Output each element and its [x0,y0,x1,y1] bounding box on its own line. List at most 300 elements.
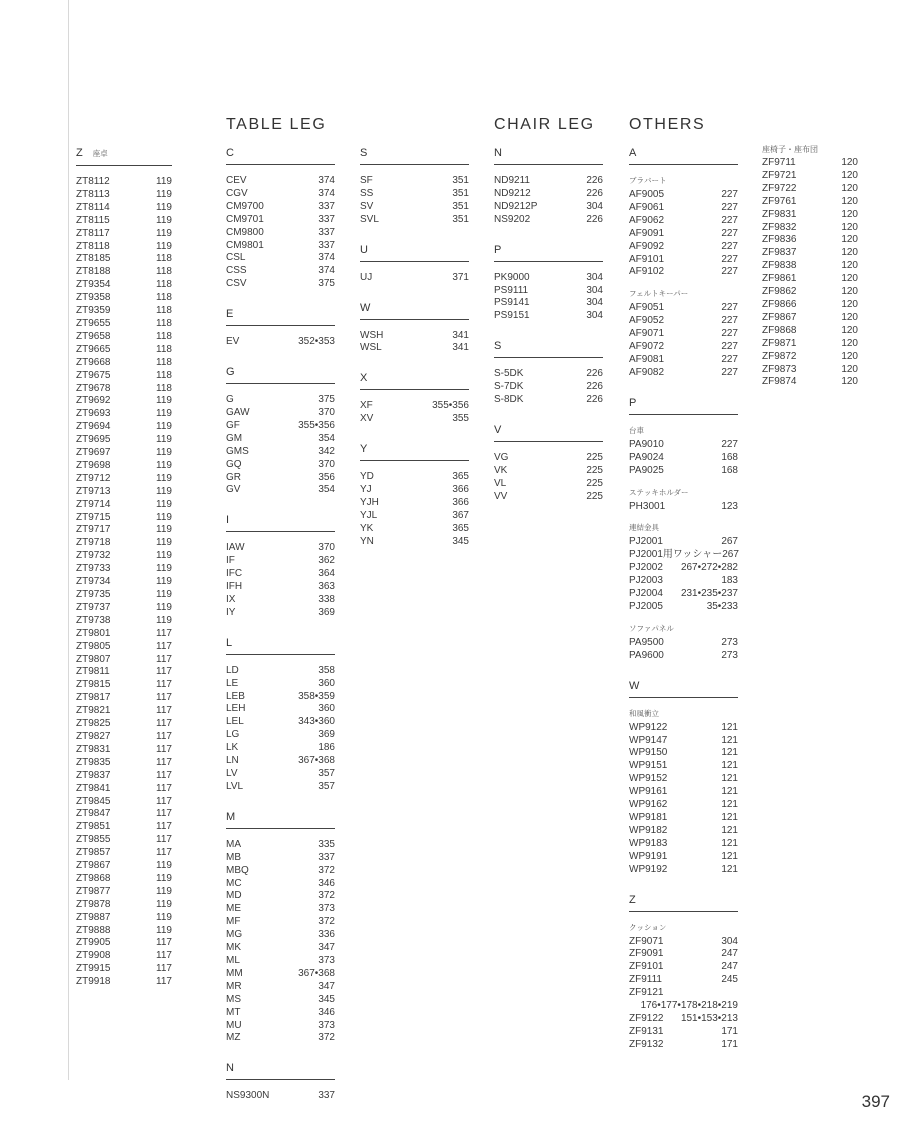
section-letter [629,146,738,165]
index-row [629,650,738,663]
page-refs: 364 [318,568,335,580]
index-section [360,371,469,426]
item-code: SVL [360,213,379,225]
index-row [494,368,603,381]
item-code: AF9071 [629,328,665,340]
index-row [629,825,738,838]
index-row [629,465,738,478]
page-refs: 117 [156,937,172,949]
item-code: LVL [226,780,244,792]
page-refs: 347 [318,942,335,954]
item-code: ZT9851 [76,821,111,833]
index-row [494,478,603,491]
page-refs: 118 [156,305,172,317]
page-refs: 365 [452,471,469,483]
item-code: ZF9131 [629,1025,664,1037]
item-code: ZT8118 [76,240,110,252]
item-code: ZT9733 [76,563,111,575]
item-code: GM [226,432,243,444]
index-row [226,607,335,620]
item-code: ND9212P [494,200,538,212]
item-code: ZF9721 [762,169,797,181]
index-row [629,189,738,202]
item-code: AF9062 [629,214,665,226]
index-row [226,420,335,433]
index-row [360,484,469,497]
section-letter [226,146,335,165]
page-refs: 375 [318,278,335,290]
page-refs: 337 [318,200,335,212]
page-refs: 225 [586,477,603,489]
index-row [76,370,172,383]
page-refs: 226 [586,368,603,380]
index-row [762,157,858,170]
page-refs: 121 [721,721,738,733]
item-code: PJ2002 [629,562,663,574]
index-row [762,234,858,247]
page-refs: 118 [156,317,172,329]
index-row [629,799,738,812]
section-letter [226,1061,335,1080]
page-refs: 345 [452,535,469,547]
page-refs: 304 [586,200,603,212]
page-refs: 367•368 [298,755,335,767]
index-row [76,331,172,344]
page-refs: 120 [841,247,858,259]
index-section [494,146,603,227]
index-row [629,354,738,367]
item-code: ZT9713 [76,485,111,497]
page-refs: 119 [156,563,172,575]
page-refs: 227 [721,366,738,378]
page-refs: 120 [841,350,858,362]
item-code: CSV [226,278,247,290]
item-code: WP9182 [629,824,668,836]
item-code: ZT9887 [76,911,111,923]
index-column-zataku [76,146,172,1005]
item-code: MBQ [226,864,249,876]
page-refs: 119 [156,421,172,433]
item-code: ZT9835 [76,756,111,768]
page-refs: 227 [721,189,738,200]
page-refs: 118 [156,356,172,368]
item-code: ZF9831 [762,208,797,220]
index-row [226,1020,335,1033]
index-row [494,452,603,465]
index-row [76,950,172,963]
item-code: XF [360,400,373,412]
page-refs: 357 [318,780,335,792]
page-refs: 186 [318,742,335,754]
page-refs: 120 [841,169,858,181]
page-refs: 342 [318,445,335,457]
index-row [226,201,335,214]
page-refs: 304 [586,284,603,296]
page-refs: 227 [721,341,738,353]
item-code: CM9801 [226,239,264,251]
page-refs: 120 [841,208,858,220]
index-row [76,395,172,408]
item-code: VK [494,464,508,476]
item-code: ZT9868 [76,872,111,884]
page-refs: 121 [721,824,738,836]
index-section [360,243,469,285]
heading-table-leg: TABLE LEG [226,116,327,133]
item-code: ZF9722 [762,182,797,194]
item-code: MD [226,890,242,902]
page-refs: 267 [721,536,738,548]
item-code: ZT9867 [76,860,111,872]
item-code: LEB [226,690,245,702]
index-row [76,460,172,473]
page-refs: 360 [318,703,335,715]
page-refs: 338 [318,593,335,605]
page-refs: 171 [721,1038,738,1050]
item-code: S-5DK [494,368,524,380]
index-row [629,315,738,328]
page-refs: 117 [156,718,172,730]
page-refs: 373 [318,954,335,966]
page-refs: 372 [318,1032,335,1044]
page-refs: 119 [156,898,172,910]
page-refs: 119 [156,924,172,936]
page-refs: 247 [721,948,738,960]
page-refs: 370 [318,458,335,470]
item-code: ZT9734 [76,576,111,588]
page-refs: 123 [721,500,738,512]
page-refs: 183 [721,575,738,587]
section-letter-text: Y [360,443,368,456]
page-refs: 374 [318,252,335,264]
index-row [76,447,172,460]
index-row [226,252,335,265]
page-refs: 366 [452,484,469,496]
page-refs: 119 [156,614,172,626]
section-letter-text: U [360,243,368,256]
index-row [76,589,172,602]
section-letter [360,371,469,390]
item-code: GF [226,419,240,431]
section-letter-text: E [226,308,234,321]
item-code: ZF9871 [762,337,797,349]
heading-others: OTHERS [629,116,706,133]
page-refs: 226 [586,381,603,393]
index-row [76,744,172,757]
index-row [76,796,172,809]
index-row [629,786,738,799]
index-row [76,318,172,331]
page-refs: 117 [156,950,172,962]
page-refs: 120 [841,324,858,336]
item-code: ZT9655 [76,317,111,329]
page-refs: 117 [156,963,172,975]
index-row [76,524,172,537]
item-group [629,425,738,478]
page-refs: 118 [156,382,172,394]
page-refs: 227 [721,253,738,265]
index-row [226,839,335,852]
index-row [226,227,335,240]
index-row [762,312,858,325]
index-row [226,955,335,968]
index-row [226,446,335,459]
page-refs: 119 [156,576,172,588]
index-section [226,513,335,619]
item-code: CGV [226,187,248,199]
section-letter-text: P [629,396,637,409]
index-row [76,473,172,486]
index-row [76,860,172,873]
item-code: IY [226,606,236,618]
index-row [629,241,738,254]
item-code: ZT9845 [76,795,111,807]
page-refs: 345 [318,993,335,1005]
page-refs: 247 [721,961,738,973]
item-code: ZF9866 [762,298,797,310]
item-code: AF9061 [629,201,665,213]
item-code: ZF9132 [629,1038,664,1050]
item-code: ZF9868 [762,324,797,336]
item-code: ZT9801 [76,627,111,639]
page-refs: 355 [452,413,469,425]
item-code: G [226,394,234,406]
index-row [494,491,603,504]
page-refs: 120 [841,286,858,298]
item-code: AF9101 [629,253,665,265]
page-refs: 227 [721,328,738,340]
item-code: PJ2005 [629,600,663,612]
page-refs: 117 [156,730,172,742]
page-refs: 226 [586,175,603,186]
page-refs: 369 [318,729,335,741]
page-refs: 168 [721,464,738,476]
index-row [762,170,858,183]
page-refs: 119 [156,537,172,549]
item-code: ZT9718 [76,537,111,549]
index-row [762,325,858,338]
page-refs: 117 [156,666,172,678]
index-row [76,873,172,886]
page-refs: 346 [318,1006,335,1018]
item-code: ND9212 [494,187,531,199]
item-code: ZT9837 [76,769,111,781]
index-row [360,536,469,549]
index-section [226,636,335,794]
item-code: MF [226,916,241,928]
page-refs: 356 [318,471,335,483]
item-code: CM9700 [226,200,264,212]
item-code: SS [360,187,374,199]
index-row [494,297,603,310]
item-code: GAW [226,406,250,418]
item-code: PS9111 [494,284,529,296]
index-row [762,260,858,273]
page-refs: 227 [721,353,738,365]
page-refs: 372 [318,890,335,902]
page-refs: 151•153•213 [680,1012,738,1024]
index-row [629,812,738,825]
index-row [360,272,469,285]
index-row [76,486,172,499]
item-code: PJ2001用ワッシャー [629,549,723,561]
index-row [629,575,738,588]
item-code: ME [226,903,241,915]
index-row [76,628,172,641]
section-letter-text: S [360,147,368,159]
index-row [226,394,335,407]
index-row [226,878,335,891]
item-code: AF9102 [629,266,665,278]
group-label: 和風衝立 [629,708,659,718]
page-refs: 374 [318,175,335,186]
item-code: ZT8113 [76,188,110,200]
page-refs: 117 [156,821,172,833]
section-letter-text: W [629,679,640,692]
group-label: 座椅子・座布団 [762,145,818,154]
index-section [629,146,738,380]
item-code: GR [226,471,241,483]
page-refs: 226 [586,213,603,225]
item-code: WP9191 [629,850,668,862]
index-row [226,278,335,291]
item-code: LK [226,742,239,754]
index-row [360,523,469,536]
index-row [76,757,172,770]
item-code: ZF9101 [629,961,664,973]
index-row [76,241,172,254]
index-row [629,254,738,267]
group-label: ブラバート [629,176,667,185]
item-code: ZF9711 [762,157,796,168]
page-refs: 372 [318,916,335,928]
section-letter-text: V [494,423,502,436]
index-row [76,499,172,512]
index-section [494,339,603,407]
item-code: ZT9805 [76,640,111,652]
item-code: ZF9861 [762,273,797,285]
item-code: ZT9825 [76,718,111,730]
item-code: AF9051 [629,302,665,314]
page-refs: 354 [318,432,335,444]
page-refs: 355•356 [432,400,469,412]
item-code: YN [360,535,374,547]
page-refs: 231•235•237 [680,588,738,600]
item-code: ZT9857 [76,847,111,859]
index-row [629,302,738,315]
item-code: WP9147 [629,734,668,746]
item-code: ZT9698 [76,459,111,471]
item-code: MS [226,993,241,1005]
item-code: WP9151 [629,760,668,772]
item-code: MR [226,980,242,992]
item-code: ZF9761 [762,195,797,207]
page-refs: 341 [452,342,469,354]
index-row [226,865,335,878]
index-section [360,442,469,548]
item-code: ZT9714 [76,498,111,510]
item-code: CEV [226,175,247,186]
index-row [76,692,172,705]
section-letter [76,146,172,166]
item-code: ZT9908 [76,950,111,962]
index-row [226,459,335,472]
index-row [226,336,335,349]
item-code: LV [226,768,238,779]
index-row [76,615,172,628]
index-row [629,747,738,760]
section-letter [226,307,335,326]
index-row [629,601,738,614]
item-code: ZT9737 [76,601,111,613]
index-row [76,808,172,821]
page-refs: 336 [318,929,335,941]
page-refs: 358 [318,664,335,676]
section-letter [629,396,738,415]
page-refs: 347 [318,980,335,992]
item-code: IFH [226,581,243,593]
page-refs: 120 [841,376,858,388]
index-row [76,770,172,783]
item-code: WP9161 [629,786,668,798]
index-row [76,912,172,925]
item-code: ZT9359 [76,305,111,317]
index-row [494,465,603,478]
item-code: MB [226,851,241,863]
page-refs: 117 [156,834,172,846]
item-code: ZT9675 [76,369,111,381]
item-code: ZT9905 [76,937,111,949]
page-refs: 118 [156,266,172,278]
item-code: ZF9071 [629,935,664,947]
page-refs: 354 [318,484,335,496]
section-letter-text: C [226,147,234,159]
page-refs: 358•359 [298,690,335,702]
page-refs: 118 [156,292,172,304]
item-code: WSH [360,329,384,341]
index-row [226,175,335,188]
page-refs: 121 [721,850,738,862]
index-row [629,961,738,974]
index-row [226,942,335,955]
item-code: CM9800 [226,226,264,238]
item-code: CM9701 [226,213,264,225]
page-refs: 121 [721,747,738,759]
index-section [76,146,172,989]
index-row [360,175,469,188]
item-code: WP9162 [629,799,668,811]
item-code: GQ [226,458,242,470]
index-row [226,691,335,704]
section-letter-text: Z [76,147,83,159]
page-refs: 119 [156,188,172,200]
item-code: IX [226,593,236,605]
page-refs: 121 [721,786,738,798]
item-code: CSL [226,252,246,264]
page-refs: 120 [841,260,858,272]
index-row [762,273,858,286]
index-row [762,351,858,364]
item-code: ZT9668 [76,356,111,368]
index-row [226,1090,335,1103]
item-code: PS9151 [494,310,530,322]
index-row [76,202,172,215]
item-code: ZT9697 [76,447,111,459]
index-row [76,641,172,654]
page-refs: 117 [156,795,172,807]
item-code: PA9500 [629,636,664,648]
index-row [629,948,738,961]
page-refs: 374 [318,187,335,199]
